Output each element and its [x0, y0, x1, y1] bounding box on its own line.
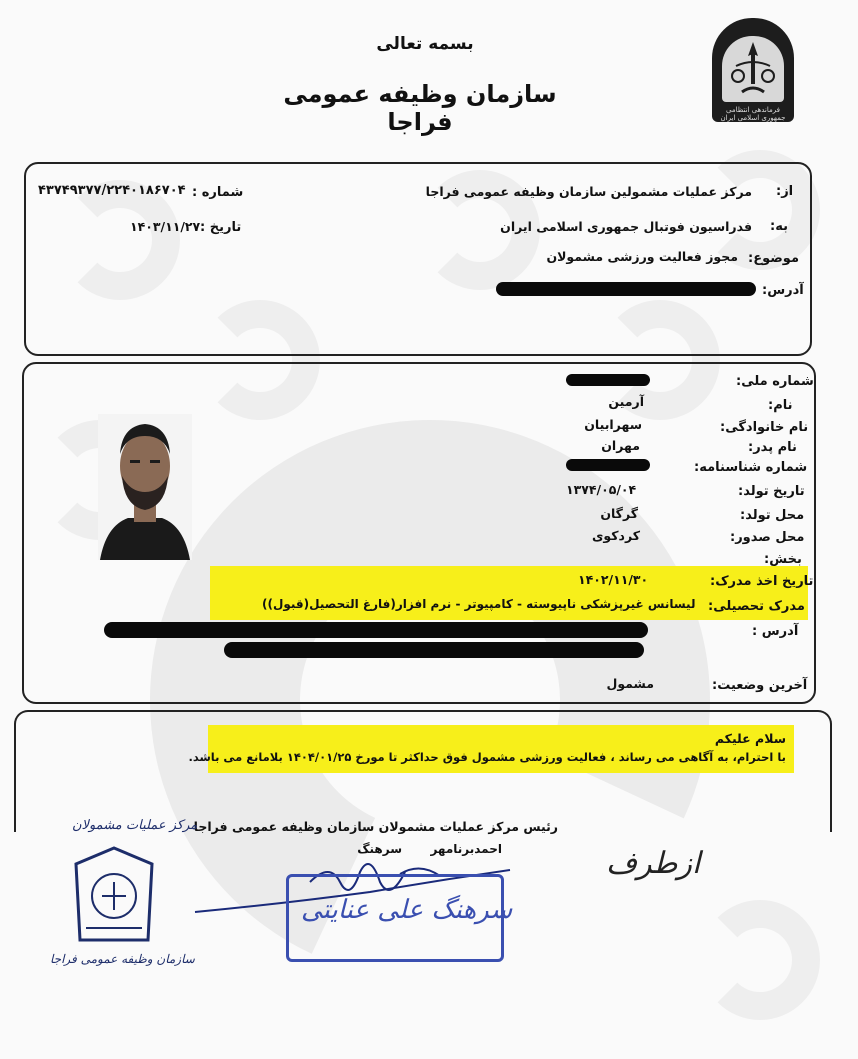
- from-value: مرکز عملیات مشمولین سازمان وظیفه عمومی فراجا: [425, 184, 752, 199]
- number-label: شماره :: [192, 185, 244, 200]
- subject-label: موضوع:: [748, 251, 799, 266]
- to-label: به:: [770, 219, 788, 234]
- greeting: سلام علیکم: [714, 731, 786, 746]
- bismillah: بسمه تعالی: [376, 34, 474, 54]
- signer-name: احمدبرنامهر: [430, 842, 502, 856]
- redacted-national-id: [566, 374, 650, 386]
- redacted-person-address: [224, 642, 644, 658]
- redacted-address: [496, 282, 756, 296]
- birth-date-value: ۱۳۷۴/۰۵/۰۴: [566, 482, 637, 497]
- address-label: آدرس:: [762, 283, 804, 298]
- person-address-label: آدرس :: [752, 624, 799, 639]
- degree-date-label: تاریخ اخذ مدرک:: [710, 574, 814, 589]
- portrait-photo: [98, 414, 192, 560]
- emblem-caption: فرماندهی انتظامی جمهوری اسلامی ایران: [720, 106, 786, 122]
- issue-place-value: کردکوی: [591, 528, 640, 543]
- national-id-label: شماره ملی:: [736, 374, 814, 389]
- name-label: نام:: [768, 398, 793, 413]
- birth-place-label: محل تولد:: [740, 508, 805, 523]
- blue-stamp-text: سرهنگ علی عنایتی: [301, 895, 513, 925]
- issue-place-label: محل صدور:: [730, 530, 805, 545]
- date-label: تاریخ :: [200, 220, 242, 235]
- letter-date: ۱۴۰۳/۱۱/۲۷: [130, 219, 201, 234]
- highlight-body: [208, 725, 794, 773]
- degree-value: لیسانس غیرپزشکی ناپیوسته - کامپیوتر - نرم افزار(فارغ التحصیل(قبول)): [262, 597, 696, 611]
- family-label: نام خانوادگی:: [720, 420, 809, 435]
- round-stamp: [46, 800, 198, 990]
- from-label: از:: [776, 184, 794, 199]
- police-emblem-icon: [712, 18, 794, 122]
- signer-title: رئیس مرکز عملیات مشمولان سازمان وظیفه عمومی فراجا: [193, 819, 558, 834]
- name-value: آرمین: [608, 394, 644, 409]
- round-stamp-top: مرکز عملیات مشمولان: [72, 818, 198, 833]
- redacted-id-number: [566, 459, 650, 471]
- stamp-emblem-icon: [72, 844, 156, 948]
- signer-rank: سرهنگ: [357, 842, 402, 856]
- status-value: مشمول: [606, 676, 654, 691]
- birth-place-value: گرگان: [600, 506, 638, 521]
- id-no-label: شماره شناسنامه:: [694, 460, 808, 475]
- body-text: با احترام، به آگاهی می رساند ، فعالیت ورزشی مشمول فوق حداکثر تا مورخ ۱۴۰۴/۰۱/۲۵ بلامانع می باشد.: [188, 750, 786, 764]
- degree-label: مدرک تحصیلی:: [708, 599, 805, 614]
- watermark-small: [700, 900, 820, 1020]
- birth-date-label: تاریخ تولد:: [738, 484, 805, 499]
- letter-number: ۴۳۷۴۹۳۷۷/۲۲۴۰۱۸۶۷۰۴: [38, 183, 186, 198]
- father-label: نام پدر:: [748, 440, 797, 455]
- father-value: مهران: [601, 438, 640, 453]
- family-value: سهرابیان: [584, 417, 642, 432]
- status-label: آخرین وضعیت:: [712, 678, 808, 693]
- page-title: سازمان وظیفه عمومی فراجا: [283, 80, 557, 136]
- degree-date-value: ۱۴۰۲/۱۱/۳۰: [578, 572, 649, 587]
- redacted-person-address: [104, 622, 648, 638]
- handwritten-note: ازطرف: [606, 846, 701, 881]
- district-label: بخش:: [764, 552, 802, 567]
- to-value: فدراسیون فوتبال جمهوری اسلامی ایران: [500, 219, 752, 234]
- blue-name-stamp: [286, 874, 513, 962]
- subject-value: مجوز فعالیت ورزشی مشمولان: [546, 249, 738, 264]
- round-stamp-bottom: سازمان وظیفه عمومی فراجا: [50, 952, 195, 966]
